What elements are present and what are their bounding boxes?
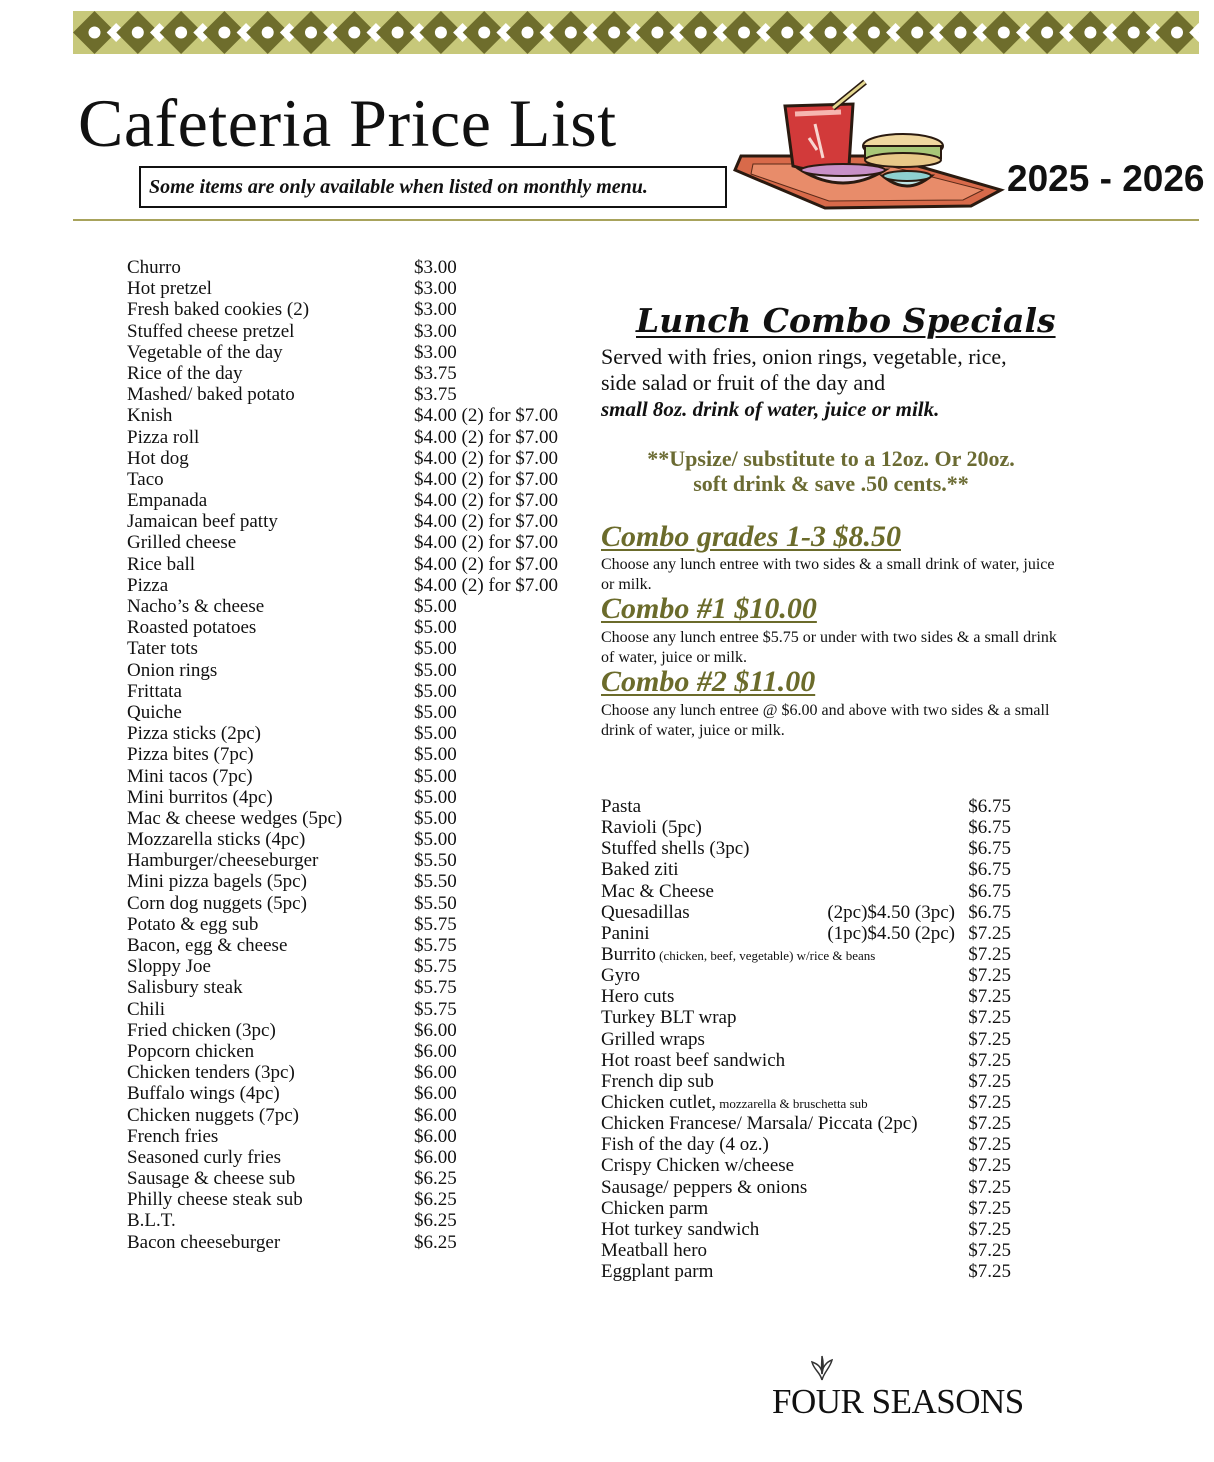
menu-item-name-text: Chicken Francese/ Marsala/ Piccata (2pc) [601, 1113, 918, 1135]
menu-item-price: $6.25 [414, 1189, 457, 1211]
menu-item-row [127, 956, 587, 977]
border-dot [522, 27, 534, 39]
menu-item-price: $6.75 [968, 838, 1011, 860]
decorative-border [73, 11, 1199, 54]
brand-name: FOUR SEASONS [772, 1382, 1024, 1421]
menu-item-price: $6.00 [414, 1062, 457, 1084]
menu-item-name: Mini tacos (7pc) [127, 765, 253, 787]
menu-item-price: $7.25 [968, 1218, 1011, 1240]
menu-item-name-text: Stuffed shells (3pc) [601, 838, 750, 860]
border-dot [695, 27, 707, 39]
menu-item-name: Salisbury steak [127, 977, 243, 999]
menu-item-name-text: Hot roast beef sandwich [601, 1049, 786, 1071]
menu-item-name-text: Turkey BLT wrap [601, 1007, 737, 1029]
menu-item-price: $4.00 (2) for $7.00 [414, 511, 559, 533]
menu-item-name: Onion rings [127, 659, 218, 681]
menu-item-row [601, 1198, 1021, 1219]
border-dot [1171, 27, 1183, 39]
menu-item-row [127, 660, 587, 681]
menu-item-price: $4.00 (2) for $7.00 [414, 468, 559, 490]
menu-item-row [601, 986, 1021, 1007]
menu-item-name [601, 902, 690, 923]
menu-item-price: $4.00 (2) for $7.00 [414, 574, 559, 596]
border-dot [738, 27, 750, 39]
menu-item-name [601, 965, 640, 986]
menu-item-price: $5.00 [414, 680, 457, 702]
menu-item-name: Quiche [127, 701, 182, 723]
menu-item-row [127, 681, 587, 702]
menu-item-name: Chili [127, 998, 166, 1020]
menu-item-row [127, 278, 587, 299]
menu-item-row [127, 511, 587, 532]
menu-item-price: $7.25 [968, 986, 1011, 1008]
combo-intro-line: side salad or fruit of the day and [601, 370, 886, 395]
menu-item-name-text: Chicken cutlet, [601, 1091, 717, 1113]
menu-item-name: Sausage & cheese sub [127, 1168, 296, 1190]
menu-item-row [127, 914, 587, 935]
menu-item-name [601, 1092, 868, 1114]
combo-heading-2: Combo #2 $11.00 [601, 665, 816, 698]
menu-item-row [601, 796, 1021, 817]
menu-item-name-text: Ravioli (5pc) [601, 817, 702, 839]
menu-item-row [127, 1062, 587, 1083]
combo-description: Choose any lunch entree $5.75 or under with two sides & a small drink of water, juice or milk. [601, 629, 1057, 666]
menu-item-row [601, 1029, 1021, 1050]
menu-item-price: $5.00 [414, 617, 457, 639]
menu-item-row [127, 532, 587, 553]
menu-item-name: B.L.T. [127, 1210, 176, 1232]
border-dot [262, 27, 274, 39]
upsize-note [600, 446, 1062, 496]
menu-item-price: $5.50 [414, 850, 457, 872]
menu-item-price: $4.00 (2) for $7.00 [414, 490, 559, 512]
page-title: Cafeteria Price List [78, 85, 617, 161]
border-dot [998, 27, 1010, 39]
menu-item-price: $5.75 [414, 977, 457, 999]
menu-item-row [601, 1219, 1021, 1240]
menu-item-price: $4.00 (2) for $7.00 [414, 405, 559, 427]
border-dot [435, 27, 447, 39]
menu-item-price: $5.00 [414, 765, 457, 787]
upsize-line: **Upsize/ substitute to a 12oz. Or 20oz. [647, 446, 1015, 471]
menu-item-name [601, 1071, 714, 1092]
border-dot [1128, 27, 1140, 39]
menu-item-row [127, 490, 587, 511]
menu-item-name-text: Quesadillas [601, 901, 690, 923]
menu-item-name-text: Mac & Cheese [601, 880, 714, 902]
menu-item-price: $6.00 [414, 1040, 457, 1062]
menu-item-name [601, 923, 650, 944]
border-dot [651, 27, 663, 39]
menu-item-row [127, 384, 587, 405]
menu-item-row [127, 893, 587, 914]
menu-item-name: Philly cheese steak sub [127, 1189, 303, 1211]
menu-item-price: $7.25 [968, 1070, 1011, 1092]
menu-item-price: $7.25 [968, 965, 1011, 987]
menu-item-price: $4.00 (2) for $7.00 [414, 532, 559, 554]
menu-item-name: Mini pizza bagels (5pc) [127, 871, 307, 893]
menu-item-row [127, 596, 587, 617]
menu-item-row [601, 1050, 1021, 1071]
menu-item-price: $7.25 [968, 1028, 1011, 1050]
right-price-list [601, 796, 1021, 1282]
menu-item-name: Popcorn chicken [127, 1040, 255, 1062]
menu-item-name: Mac & cheese wedges (5pc) [127, 807, 343, 829]
menu-item-row [601, 1155, 1021, 1176]
menu-item-name: Hot dog [127, 447, 189, 469]
menu-item-price: $5.00 [414, 807, 457, 829]
menu-item-name [601, 1155, 794, 1176]
menu-item-price: $7.25 [968, 922, 1011, 944]
menu-item-name-text: Hot turkey sandwich [601, 1218, 760, 1240]
menu-item-row [601, 859, 1021, 880]
menu-item-price: $7.25 [968, 1134, 1011, 1156]
menu-item-name-text: Fish of the day (4 oz.) [601, 1134, 769, 1156]
menu-item-name: Rice of the day [127, 362, 243, 384]
menu-item-price: $5.75 [414, 956, 457, 978]
border-dot [478, 27, 490, 39]
menu-item-name [601, 1007, 736, 1028]
menu-item-row [127, 257, 587, 278]
menu-item-row [127, 766, 587, 787]
menu-item-row [127, 448, 587, 469]
menu-item-price: $5.00 [414, 596, 457, 617]
menu-item-name: Rice ball [127, 553, 196, 575]
menu-item-price: $6.75 [968, 901, 1011, 923]
menu-item-name [601, 1177, 807, 1198]
menu-item-name [601, 1219, 759, 1240]
menu-item-price: $5.00 [414, 723, 457, 745]
menu-item-name: Fried chicken (3pc) [127, 1019, 276, 1041]
border-dot [565, 27, 577, 39]
menu-item-row [127, 405, 587, 426]
menu-item-name [601, 881, 714, 902]
menu-item-price: $3.00 [414, 320, 457, 342]
combo-section-title: Lunch Combo Specials [636, 301, 1056, 340]
menu-item-note: (chicken, beef, vegetable) w/rice & beans [655, 947, 876, 963]
menu-item-row [127, 1232, 587, 1253]
menu-item-row [127, 787, 587, 808]
menu-item-row [127, 427, 587, 448]
menu-item-row [127, 1168, 587, 1189]
menu-item-row [127, 342, 587, 363]
menu-item-row [127, 1189, 587, 1210]
menu-item-price: $7.25 [968, 1007, 1011, 1029]
menu-item-name [601, 1113, 918, 1134]
menu-item-price: $7.25 [968, 1113, 1011, 1135]
menu-item-price: $7.25 [968, 1261, 1011, 1283]
border-dot [868, 27, 880, 39]
border-dot [608, 27, 620, 39]
availability-notice: Some items are only available when listed on monthly menu. [139, 166, 727, 208]
menu-item-price: $4.00 (2) for $7.00 [414, 426, 559, 448]
menu-item-row [601, 1261, 1021, 1282]
menu-item-row [601, 1092, 1021, 1113]
menu-item-name-text: Chicken parm [601, 1197, 709, 1219]
menu-item-row [127, 1126, 587, 1147]
menu-item-name: Hot pretzel [127, 278, 212, 300]
menu-item-row [127, 469, 587, 490]
combo-intro-line: Served with fries, onion rings, vegetable, rice, [601, 344, 1007, 369]
menu-item-price: $6.75 [968, 880, 1011, 902]
menu-item-price: $7.25 [968, 1197, 1011, 1219]
menu-item-row [127, 321, 587, 342]
menu-item-piece-pricing: (1pc)$4.50 (2pc) [827, 922, 955, 944]
border-dot [218, 27, 230, 39]
border-dot [911, 27, 923, 39]
menu-item-row [601, 817, 1021, 838]
menu-item-name: Pizza bites (7pc) [127, 744, 254, 766]
menu-item-row [127, 617, 587, 638]
school-year: 2025 - 2026 [1007, 158, 1205, 199]
menu-item-name: Stuffed cheese pretzel [127, 320, 295, 342]
border-dot [781, 27, 793, 39]
border-dot [392, 27, 404, 39]
menu-item-name [601, 944, 875, 966]
menu-item-price: $5.00 [414, 829, 457, 851]
menu-item-note: mozzarella & bruschetta sub [716, 1095, 868, 1111]
menu-item-row [127, 871, 587, 892]
menu-item-row [601, 881, 1021, 902]
combo-heading-1: Combo #1 $10.00 [601, 592, 817, 625]
border-dot [1084, 27, 1096, 39]
menu-item-row [601, 1113, 1021, 1134]
menu-item-name [601, 986, 674, 1007]
menu-item-price: $5.00 [414, 744, 457, 766]
menu-item-row [127, 977, 587, 998]
menu-item-price: $3.00 [414, 278, 457, 300]
border-dot [955, 27, 967, 39]
menu-item-price: $3.00 [414, 257, 457, 278]
menu-item-row [127, 299, 587, 320]
menu-item-name: Pizza sticks (2pc) [127, 723, 262, 745]
food-tray-illustration [733, 78, 1008, 213]
menu-item-row [127, 575, 587, 596]
menu-item-name: Churro [127, 257, 181, 278]
menu-item-name [601, 1050, 785, 1071]
menu-item-name [601, 1261, 713, 1282]
combo-intro-drink: small 8oz. drink of water, juice or milk. [601, 397, 940, 421]
menu-item-price: $5.50 [414, 871, 457, 893]
border-dot [825, 27, 837, 39]
menu-item-row [127, 1041, 587, 1062]
menu-item-row [127, 999, 587, 1020]
menu-item-name: Bacon, egg & cheese [127, 935, 288, 956]
menu-item-name: Fresh baked cookies (2) [127, 299, 310, 321]
menu-item-name: Corn dog nuggets (5pc) [127, 892, 307, 914]
menu-item-price: $6.75 [968, 817, 1011, 839]
combo-description: Choose any lunch entree with two sides & a small drink of water, juice or milk. [601, 556, 1055, 593]
menu-item-name: Hamburger/cheeseburger [127, 850, 319, 872]
border-dot [305, 27, 317, 39]
menu-item-name: Frittata [127, 680, 182, 702]
combo-intro [601, 344, 1061, 422]
menu-item-name: Pizza roll [127, 426, 200, 448]
menu-item-row [601, 1177, 1021, 1198]
menu-item-price: $7.25 [968, 1049, 1011, 1071]
menu-item-row [127, 935, 587, 956]
menu-item-name [601, 1240, 707, 1261]
menu-item-name-text: Meatball hero [601, 1239, 708, 1261]
menu-item-row [601, 1240, 1021, 1261]
menu-item-price: $5.75 [414, 998, 457, 1020]
menu-item-name: Vegetable of the day [127, 341, 283, 363]
combo-heading-grades: Combo grades 1-3 $8.50 [601, 520, 901, 553]
combo-description: Choose any lunch entree @ $6.00 and above with two sides & a small drink of water, juice or milk. [601, 702, 1050, 739]
menu-item-name: Buffalo wings (4pc) [127, 1083, 280, 1105]
menu-item-name: Potato & egg sub [127, 913, 259, 935]
menu-item-price: $5.75 [414, 913, 457, 935]
left-price-list [127, 257, 587, 1253]
menu-item-name [601, 1134, 769, 1155]
menu-item-row [127, 850, 587, 871]
menu-item-price: $7.25 [968, 943, 1011, 965]
menu-item-name [601, 1198, 708, 1219]
menu-item-name: Roasted potatoes [127, 617, 257, 639]
border-dot [132, 27, 144, 39]
menu-item-name [601, 817, 702, 838]
menu-item-price: $6.00 [414, 1125, 457, 1147]
menu-item-price: $5.75 [414, 935, 457, 956]
menu-item-row [127, 744, 587, 765]
menu-item-name-text: Sausage/ peppers & onions [601, 1176, 808, 1198]
menu-item-row [601, 1134, 1021, 1155]
menu-item-name-text: French dip sub [601, 1070, 714, 1092]
menu-item-name-text: Pasta [601, 796, 642, 817]
menu-item-name: Mashed/ baked potato [127, 384, 295, 406]
menu-item-name-text: Crispy Chicken w/cheese [601, 1155, 795, 1177]
menu-item-row [127, 1105, 587, 1126]
menu-item-name-text: Panini [601, 922, 650, 944]
menu-item-name: Sloppy Joe [127, 956, 211, 978]
menu-item-row [127, 702, 587, 723]
menu-item-price: $7.25 [968, 1176, 1011, 1198]
menu-item-name-text: Hero cuts [601, 986, 675, 1008]
menu-item-name [601, 838, 749, 859]
menu-item-row [601, 902, 1021, 923]
menu-item-name: Jamaican beef patty [127, 511, 278, 533]
menu-item-price: $6.00 [414, 1146, 457, 1168]
menu-item-row [601, 1007, 1021, 1028]
menu-item-piece-pricing: (2pc)$4.50 (3pc) [827, 901, 955, 923]
menu-item-name-text: Burrito [601, 943, 656, 965]
border-dot [348, 27, 360, 39]
menu-item-name-text: Baked ziti [601, 859, 679, 881]
border-dot [89, 27, 101, 39]
menu-item-row [127, 1210, 587, 1231]
menu-item-price: $3.00 [414, 299, 457, 321]
menu-item-row [127, 554, 587, 575]
menu-item-price: $6.25 [414, 1168, 457, 1190]
menu-item-price: $7.25 [968, 1155, 1011, 1177]
menu-item-price: $6.75 [968, 796, 1011, 817]
menu-item-price: $5.50 [414, 892, 457, 914]
menu-item-name: Pizza [127, 574, 169, 596]
menu-item-name-text: Gyro [601, 965, 641, 987]
menu-item-name: Knish [127, 405, 173, 427]
menu-item-row [127, 1083, 587, 1104]
menu-item-name [601, 859, 679, 880]
menu-item-row [601, 1071, 1021, 1092]
menu-item-price: $6.25 [414, 1231, 457, 1253]
upsize-line: soft drink & save .50 cents.** [693, 471, 969, 496]
menu-item-row [127, 829, 587, 850]
menu-item-name: Chicken tenders (3pc) [127, 1062, 295, 1084]
menu-item-name [601, 796, 641, 817]
menu-item-name: Mini burritos (4pc) [127, 786, 273, 808]
menu-item-name: Mozzarella sticks (4pc) [127, 829, 306, 851]
menu-item-name: Nacho’s & cheese [127, 596, 265, 617]
menu-item-name: Chicken nuggets (7pc) [127, 1104, 300, 1126]
menu-item-price: $3.75 [414, 362, 457, 384]
menu-item-price: $3.00 [414, 341, 457, 363]
menu-item-price: $6.00 [414, 1083, 457, 1105]
menu-item-price: $6.00 [414, 1019, 457, 1041]
menu-item-price: $6.00 [414, 1104, 457, 1126]
menu-item-row [601, 923, 1021, 944]
menu-item-name: Seasoned curly fries [127, 1146, 282, 1168]
menu-item-price: $4.00 (2) for $7.00 [414, 553, 559, 575]
menu-item-name: Empanada [127, 490, 208, 512]
menu-item-name: Bacon cheeseburger [127, 1231, 281, 1253]
menu-item-row [127, 1147, 587, 1168]
menu-item-name: French fries [127, 1125, 219, 1147]
border-dot [1041, 27, 1053, 39]
menu-item-row [127, 723, 587, 744]
menu-item-row [601, 838, 1021, 859]
menu-item-price: $5.00 [414, 701, 457, 723]
menu-item-price: $5.00 [414, 786, 457, 808]
border-dot [175, 27, 187, 39]
menu-item-name [601, 1029, 705, 1050]
header-divider [73, 219, 1199, 221]
menu-item-price: $5.00 [414, 638, 457, 660]
menu-item-name: Taco [127, 468, 164, 490]
menu-item-price: $5.00 [414, 659, 457, 681]
menu-item-price: $6.75 [968, 859, 1011, 881]
menu-item-price: $7.25 [968, 1239, 1011, 1261]
menu-item-row [127, 363, 587, 384]
menu-item-row [601, 965, 1021, 986]
leaf-logo-icon [808, 1354, 836, 1382]
menu-item-row [601, 944, 1021, 965]
menu-item-price: $6.25 [414, 1210, 457, 1232]
menu-item-price: $7.25 [968, 1091, 1011, 1113]
menu-item-row [127, 1020, 587, 1041]
menu-item-row [127, 638, 587, 659]
menu-item-name-text: Grilled wraps [601, 1028, 705, 1050]
menu-item-name-text: Eggplant parm [601, 1261, 714, 1283]
menu-item-row [127, 808, 587, 829]
menu-item-price: $4.00 (2) for $7.00 [414, 447, 559, 469]
menu-item-name: Grilled cheese [127, 532, 237, 554]
menu-item-name: Tater tots [127, 638, 198, 660]
menu-item-price: $3.75 [414, 384, 457, 406]
